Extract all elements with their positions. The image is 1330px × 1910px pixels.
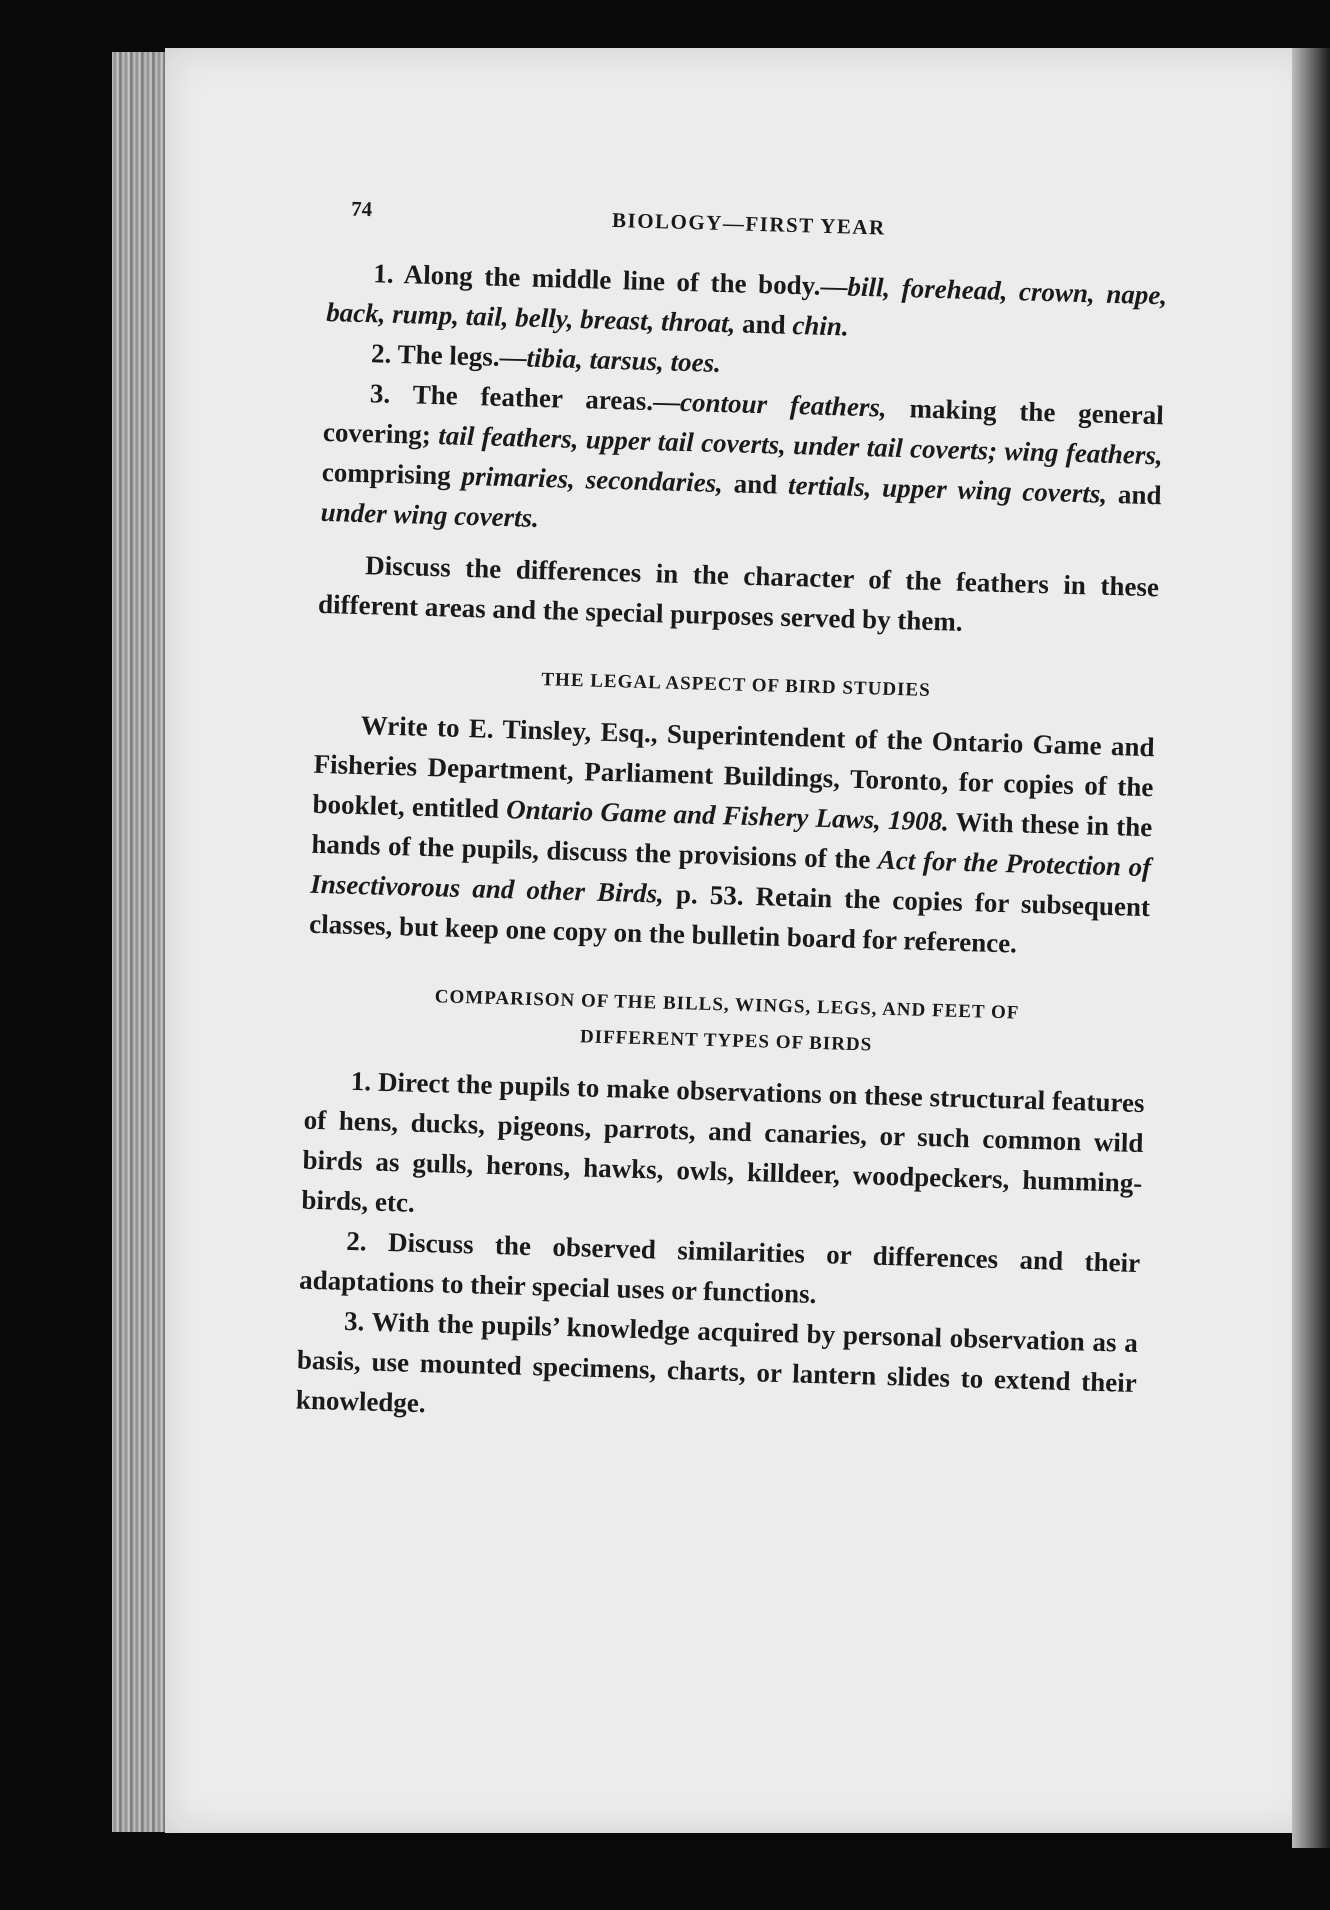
text-and: and <box>733 468 778 500</box>
comparison-item-1: 1. Direct the pupils to make observations on these structural features of hens, ducks, pigeons, parrots, and canaries, or such common wild birds as gulls, herons, hawks, owls, killdeer, woodpeckers, humming-birds, etc. <box>301 1065 1145 1218</box>
act-title: Act for the Protection of Insectivorous and other Birds, <box>309 844 1152 909</box>
page-number: 74 <box>350 196 373 222</box>
item-number: 3. <box>369 378 391 409</box>
item-lead: The legs.— <box>397 338 528 373</box>
comparison-heading-line-2: DIFFERENT TYPES OF BIRDS <box>579 1026 873 1056</box>
text-and: and <box>1117 479 1162 511</box>
legal-paragraph <box>309 704 1155 967</box>
legal-text-a: Write to E. Tinsley, Esq., Superintendent of the Ontario Game and Fisheries Department, Parliament Buildings, Toronto, for copies of the booklet, entitled <box>312 710 1155 824</box>
legal-text-b: With these in the hands of the pupils, discuss the provisions of the <box>311 806 1153 875</box>
item-number: 1. <box>372 258 395 289</box>
item-last-term: chin. <box>792 309 850 342</box>
term-tail-wing: tail feathers, upper tail coverts, under tail coverts; wing feathers, <box>437 420 1164 471</box>
item-number: 2. <box>370 338 392 369</box>
item-terms: bill, forehead, crown, nape, back, rump, tail, belly, breast, throat, <box>325 271 1168 339</box>
text-comprising: comprising <box>321 456 452 491</box>
comparison-heading-line-1: COMPARISON OF THE BILLS, WINGS, LEGS, AND FEET OF <box>434 986 1020 1024</box>
booklet-title: Ontario Game and Fishery Laws, 1908. <box>505 794 950 837</box>
term-primaries: primaries, secondaries, <box>461 460 724 499</box>
feather-list-item-3 <box>320 372 1164 555</box>
page-gutter-shadow <box>1292 48 1330 1848</box>
page-text <box>295 180 1169 1443</box>
discuss-paragraph: Discuss the differences in the character of the feathers in these different areas and the special purposes served by them. <box>317 550 1160 637</box>
term-tertials: tertials, upper wing coverts, <box>787 469 1108 509</box>
legal-aspect-heading: THE LEGAL ASPECT OF BIRD STUDIES <box>541 669 931 701</box>
legal-text-c: p. 53. Retain the copies for subsequent classes, but keep one copy on the bulletin board for reference. <box>308 878 1151 959</box>
item-and: and <box>741 308 787 340</box>
term-under-wing: under wing coverts. <box>320 496 540 533</box>
comparison-heading <box>306 976 1148 1071</box>
running-head-title: BIOLOGY—FIRST YEAR <box>611 207 887 240</box>
item-lead: The feather areas.— <box>412 379 681 417</box>
item-lead: Along the middle line of the body.— <box>403 259 848 302</box>
text-general-covering: making the general covering; <box>322 393 1165 450</box>
comparison-item-2: 2. Discuss the observed similarities or differences and their adaptations to their special uses or functions. <box>298 1225 1141 1310</box>
term-contour: contour feathers, <box>679 386 888 423</box>
comparison-item-3: 3. With the pupils’ knowledge acquired by personal observation as a basis, use mounted specimens, charts, or lantern slides to extend their knowledge. <box>295 1305 1139 1419</box>
item-terms: tibia, tarsus, toes. <box>526 342 722 378</box>
